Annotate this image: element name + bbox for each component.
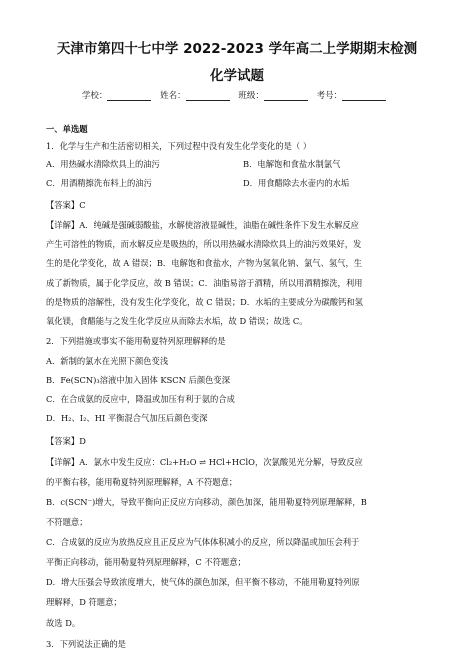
q2-stem: 2．下列措施或事实不能用勒夏特列原理解释的是 bbox=[46, 336, 226, 346]
q2-option-b: B．Fe(SCN)₃溶液中加入固体 KSCN 后颜色变深 bbox=[46, 375, 231, 385]
student-info-line bbox=[0, 89, 474, 101]
q1-explain-line: 氧化镁，食醋能与之发生化学反应从而除去水垢，故 D 错误；故选 C。 bbox=[46, 316, 308, 326]
q2-explain-line: 平衡正向移动，能用勒夏特列原理解释，C 不符题意； bbox=[46, 557, 246, 567]
q2-explain-line: C．合成氨的反应为放热反应且正反应为气体体积减小的反应，所以降温或加压会利于 bbox=[46, 537, 360, 547]
class-blank[interactable] bbox=[264, 91, 308, 101]
q2-explain-line: D．增大压强会导致浓度增大，使气体的颜色加深，但平衡不移动，不能用勒夏特列原 bbox=[46, 577, 360, 587]
q2-explain-line: 故选 D。 bbox=[46, 618, 81, 628]
q1-explain-line: 【详解】A．纯碱是强碱弱酸盐，水解使溶液显碱性，油脂在碱性条件下发生水解反应 bbox=[46, 220, 359, 230]
q2-option-a: A．新制的氯水在光照下颜色变浅 bbox=[46, 356, 169, 366]
q1-answer: 【答案】C bbox=[46, 200, 86, 210]
q2-explain-line: 不符题意； bbox=[46, 517, 88, 527]
name-label: 姓名： bbox=[160, 91, 186, 101]
q2-explain-line: B．c(SCN⁻)增大，导致平衡向正反应方向移动，颜色加深，能用勒夏特列原理解释，B bbox=[46, 497, 367, 507]
school-blank[interactable] bbox=[107, 91, 151, 101]
q1-option-d: D．用食醋除去水壶内的水垢 bbox=[243, 178, 350, 188]
name-blank[interactable] bbox=[186, 91, 230, 101]
q1-option-a: A．用热碱水清除炊具上的油污 bbox=[46, 159, 160, 169]
q1-explain-line: 产生可溶性的物质，而水解反应是吸热的，所以用热碱水清除炊具上的油污效果好，发 bbox=[46, 239, 362, 249]
q2-option-d: D．H₂、I₂、HI 平衡混合气加压后颜色变深 bbox=[46, 413, 208, 423]
q3-stem: 3．下列说法正确的是 bbox=[46, 639, 126, 649]
exam-no-label: 考号： bbox=[316, 91, 343, 101]
q2-option-c: C．在合成氨的反应中，降温或加压有利于氨的合成 bbox=[46, 394, 235, 404]
class-label: 班级： bbox=[238, 91, 264, 101]
q2-explain-line: 【详解】A．氯水中发生反应：Cl₂+H₂O ⇌ HCl+HClO，次氯酸见光分解，导致反应 bbox=[46, 457, 363, 467]
page-title: 天津市第四十七中学 2022-2023 学年高二上学期期末检测 bbox=[56, 41, 418, 57]
q2-explain-line: 的平衡右移，能用勒夏特列原理解释，A 不符题意； bbox=[46, 477, 238, 487]
page-subtitle: 化学试题 bbox=[210, 68, 264, 84]
q1-explain-line: 成了新物质，属于化学反应，故 B 错误；C．油脂易溶于酒精，所以用酒精擦洗，利用 bbox=[46, 278, 363, 288]
q2-answer: 【答案】D bbox=[46, 436, 86, 446]
q1-explain-line: 的是物质的溶解性，没有发生化学变化，故 C 错误；D．水垢的主要成分为碳酸钙和氢 bbox=[46, 297, 363, 307]
q1-option-b: B．电解饱和食盐水制氯气 bbox=[243, 159, 341, 169]
q1-option-c: C．用酒精擦洗布料上的油污 bbox=[46, 178, 152, 188]
section-heading: 一、单选题 bbox=[46, 124, 88, 134]
school-label: 学校： bbox=[81, 91, 108, 101]
q2-explain-line: 理解释，D 符题意； bbox=[46, 597, 122, 607]
exam-no-blank[interactable] bbox=[342, 91, 386, 101]
q1-explain-line: 生的是化学变化，故 A 错误；B．电解饱和食盐水，产物为氢氧化钠、氯气、氢气，生 bbox=[46, 258, 363, 268]
q1-stem: 1．化学与生产和生活密切相关，下列过程中没有发生化学变化的是（ ） bbox=[46, 141, 312, 151]
